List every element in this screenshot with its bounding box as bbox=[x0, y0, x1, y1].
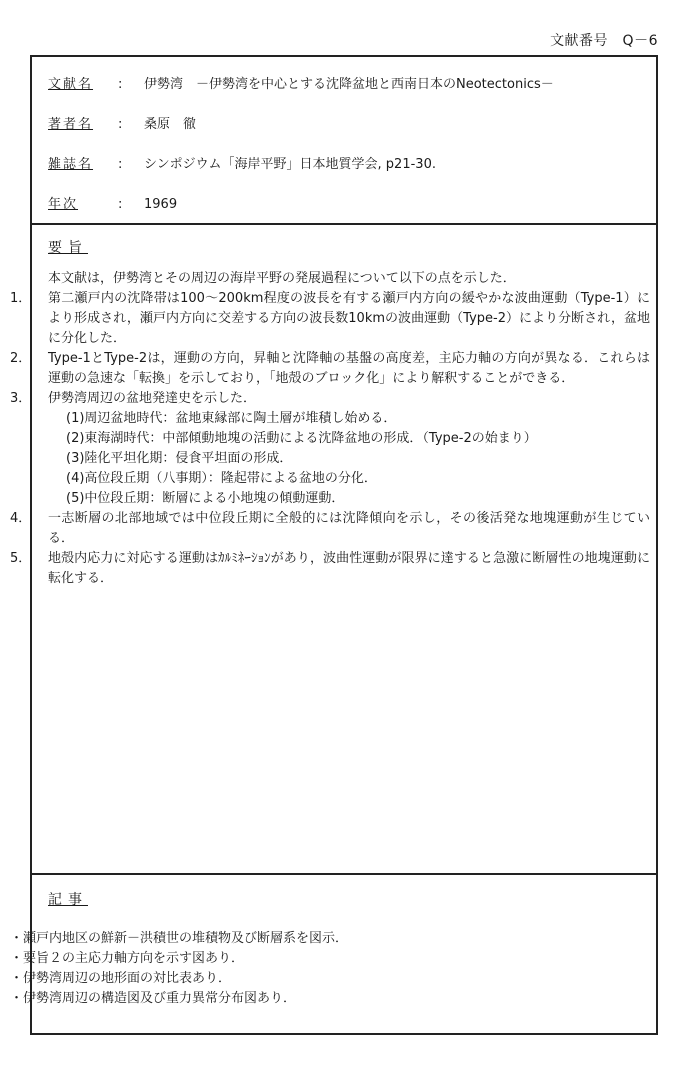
note-item: ・要旨２の主応力軸方向を示す図あり． bbox=[10, 951, 245, 966]
publication-year: 1969 bbox=[144, 197, 178, 212]
notes-heading: 記事 bbox=[48, 892, 88, 908]
summary-heading: 要旨 bbox=[48, 240, 88, 256]
year-row bbox=[48, 193, 177, 212]
document-number: 文献番号 Q－6 bbox=[550, 33, 658, 49]
summary-item-2 bbox=[10, 349, 650, 389]
item-text: 地殻内応力に対応する運動はｶﾙﾐﾈｰｼｮﾝがあり，波曲性運動が限界に達すると急激に断層性の地塊運動に転化する． bbox=[48, 551, 650, 586]
title-colon: : bbox=[118, 77, 123, 92]
note-item: ・伊勢湾周辺の地形面の対比表あり． bbox=[10, 971, 232, 986]
item-text: 第二瀬戸内の沈降帯は100～200km程度の波長を有する瀬戸内方向の緩やかな波曲運動（Type-1）により形成され，瀬戸内方向に交差する方向の波長数10kmの波曲運動（Type-2）により分断され，盆地に分化した． bbox=[48, 291, 650, 346]
summary-section bbox=[10, 225, 656, 875]
author-colon: : bbox=[118, 117, 123, 132]
item-number: 3． bbox=[10, 391, 32, 406]
journal-row bbox=[48, 153, 436, 172]
notes-list bbox=[10, 929, 348, 1009]
item-number: 1． bbox=[10, 291, 32, 306]
history-stage-1: (1)周辺盆地時代：盆地東縁部に陶土層が堆積し始める． bbox=[66, 411, 397, 426]
history-stage-5: (5)中位段丘期：断層による小地塊の傾動運動． bbox=[66, 491, 345, 506]
summary-item-5 bbox=[10, 549, 650, 589]
note-item: ・瀬戸内地区の鮮新－洪積世の堆積物及び断層系を図示． bbox=[10, 931, 349, 946]
history-stage-4: (4)高位段丘期（八事期）：隆起帯による盆地の分化． bbox=[66, 471, 377, 486]
summary-item-3 bbox=[10, 389, 650, 409]
journal-name: シンポジウム「海岸平野」日本地質学会, p21-30. bbox=[144, 157, 436, 172]
title-row bbox=[48, 73, 554, 92]
author-row bbox=[48, 113, 196, 132]
journal-colon: : bbox=[118, 157, 123, 172]
author-name: 桑原 徹 bbox=[144, 117, 197, 132]
history-stage-2: (2)東海湖時代：中部傾動地塊の活動による沈降盆地の形成．（Type-2の始まり） bbox=[66, 431, 537, 446]
item-text: 一志断層の北部地域では中位段丘期に全般的には沈降傾向を示し，その後活発な地塊運動が生じている． bbox=[48, 511, 650, 546]
item-number: 5． bbox=[10, 551, 32, 566]
title-label: 文献名 bbox=[48, 77, 94, 92]
journal-label: 雑誌名 bbox=[48, 157, 94, 172]
item-text: 伊勢湾周辺の盆地発達史を示した． bbox=[48, 391, 257, 406]
summary-item-1 bbox=[10, 289, 650, 349]
year-label: 年次 bbox=[48, 197, 79, 212]
item-number: 2． bbox=[10, 351, 32, 366]
item-text: Type-1とType-2は，運動の方向，昇軸と沈降軸の基盤の高度差，主応力軸の方向が異なる．これらは運動の急速な「転換」を示しており，「地殻のブロック化」により解釈することができる． bbox=[48, 351, 650, 386]
bibliography-header bbox=[32, 57, 656, 225]
summary-body bbox=[10, 269, 650, 589]
document-title: 伊勢湾 －伊勢湾を中心とする沈降盆地と西南日本のNeotectonics－ bbox=[144, 77, 554, 92]
history-stage-3: (3)陸化平坦化期：侵食平坦面の形成． bbox=[66, 451, 293, 466]
year-colon: : bbox=[118, 197, 123, 212]
document-frame bbox=[10, 55, 658, 1035]
summary-intro: 本文献は，伊勢湾とその周辺の海岸平野の発展過程について以下の点を示した． bbox=[48, 271, 516, 286]
author-label: 著者名 bbox=[48, 117, 94, 132]
note-item: ・伊勢湾周辺の構造図及び重力異常分布図あり． bbox=[10, 991, 297, 1006]
item-number: 4． bbox=[10, 511, 32, 526]
summary-item-4 bbox=[10, 509, 650, 549]
notes-section bbox=[10, 875, 656, 1033]
